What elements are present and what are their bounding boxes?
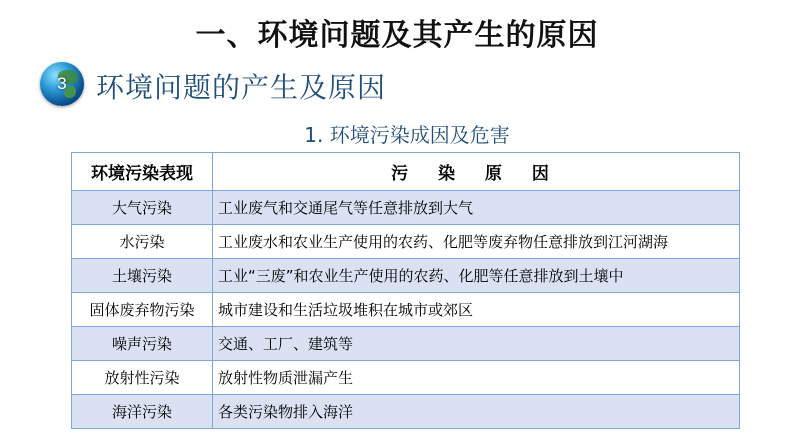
header-pollution-type: 环境污染表现 [72, 153, 213, 191]
table-row [72, 327, 740, 361]
pollution-table [71, 152, 740, 429]
pollution-cause: 城市建设和生活垃圾堆积在城市或郊区 [213, 293, 740, 327]
table-row [72, 395, 740, 429]
pollution-cause: 放射性物质泄漏产生 [213, 361, 740, 395]
table-caption: 1. 环境污染成因及危害 [304, 123, 510, 147]
pollution-cause: 各类污染物排入海洋 [213, 395, 740, 429]
table-row [72, 361, 740, 395]
pollution-type: 噪声污染 [72, 327, 213, 361]
pollution-cause: 工业废水和农业生产使用的农药、化肥等废弃物任意排放到江河湖海 [213, 225, 740, 259]
header-pollution-cause: 污 染 原 因 [213, 153, 740, 191]
table-row [72, 259, 740, 293]
pollution-type: 固体废弃物污染 [72, 293, 213, 327]
table-header-row [72, 153, 740, 191]
pollution-type: 水污染 [72, 225, 213, 259]
table-row [72, 225, 740, 259]
pollution-cause: 工业“三废”和农业生产使用的农药、化肥等任意排放到土壤中 [213, 259, 740, 293]
page-title: 一、环境问题及其产生的原因 [195, 18, 599, 53]
pollution-type: 海洋污染 [72, 395, 213, 429]
section-title: 环境问题的产生及原因 [96, 71, 387, 104]
globe-icon [40, 62, 84, 106]
pollution-cause: 交通、工厂、建筑等 [213, 327, 740, 361]
table-row [72, 293, 740, 327]
pollution-type: 大气污染 [72, 191, 213, 225]
pollution-cause: 工业废气和交通尾气等任意排放到大气 [213, 191, 740, 225]
pollution-type: 放射性污染 [72, 361, 213, 395]
pollution-type: 土壤污染 [72, 259, 213, 293]
table-row [72, 191, 740, 225]
section-number: 3 [57, 74, 67, 93]
